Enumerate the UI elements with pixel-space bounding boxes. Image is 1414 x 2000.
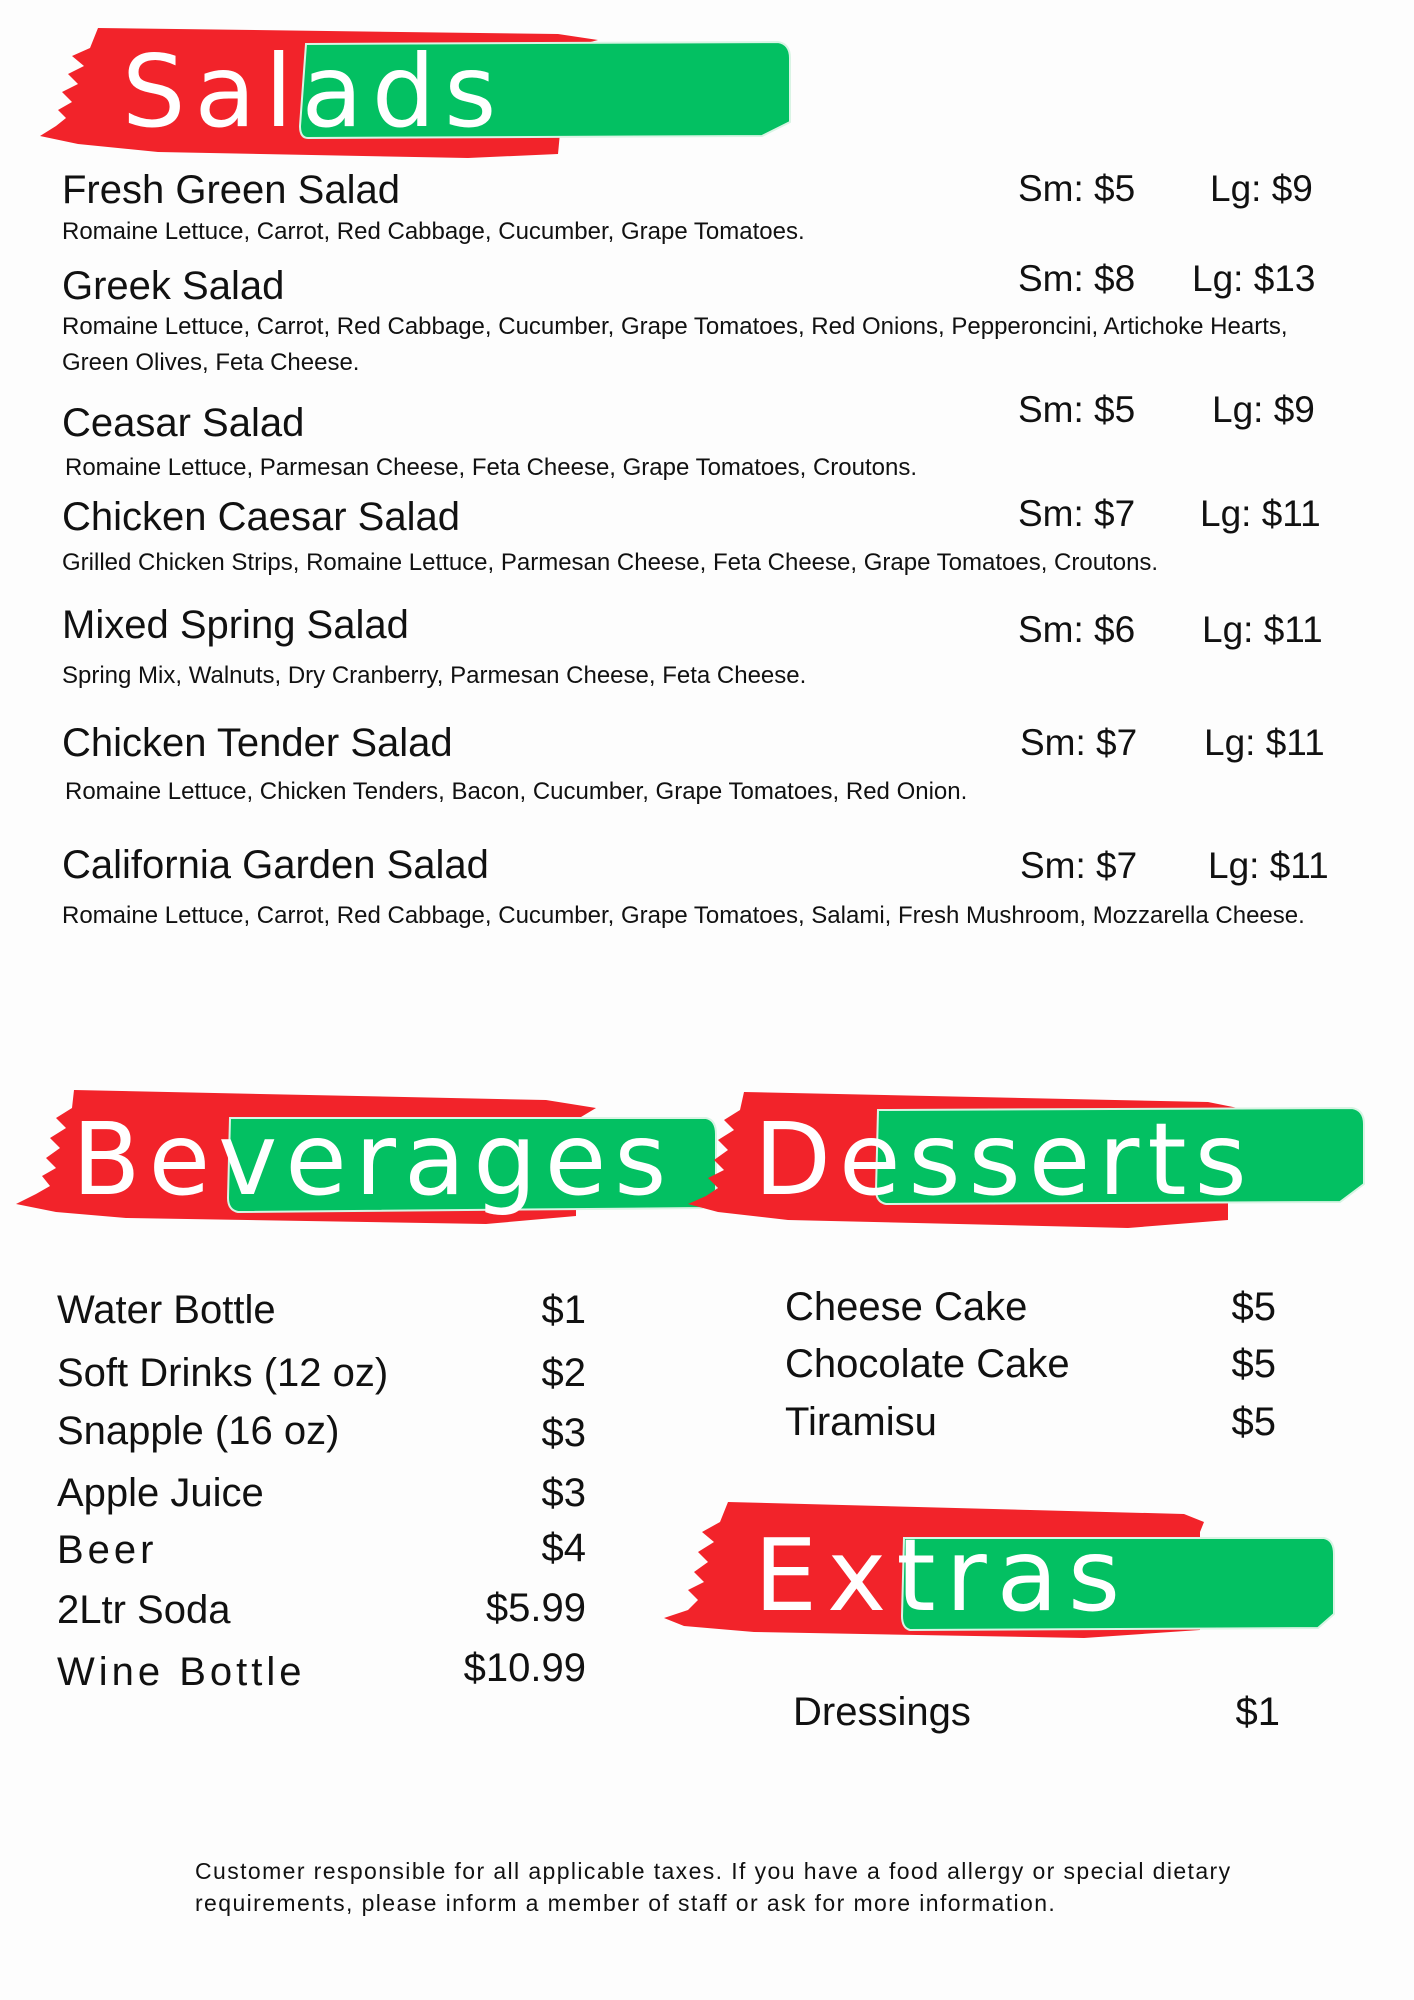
extras-heading: Extras [754,1517,1131,1634]
salads-header [38,26,798,166]
beverage-name: Apple Juice [57,1471,264,1515]
beverage-price: $5.99 [485,1586,586,1630]
dessert-name: Chocolate Cake [785,1342,1070,1386]
salad-small-price: Sm: $7 [1020,845,1138,886]
beverage-name: 2Ltr Soda [57,1588,231,1632]
beverages-heading: Beverages [72,1101,675,1218]
salad-description: Spring Mix, Walnuts, Dry Cranberry, Parmesan Cheese, Feta Cheese. [62,662,807,689]
salads-heading: Salads [122,33,506,150]
salad-description: Romaine Lettuce, Chicken Tenders, Bacon, Cucumber, Grape Tomatoes, Red Onion. [65,778,968,805]
salad-large-price: Lg: $11 [1202,609,1323,650]
salad-name: Fresh Green Salad [62,168,400,212]
salad-large-price: Lg: $9 [1210,168,1313,209]
salad-name: Greek Salad [62,264,285,308]
salad-small-price: Sm: $7 [1018,493,1136,534]
salad-small-price: Sm: $5 [1018,389,1136,430]
beverage-price: $4 [541,1526,586,1570]
salad-name: Chicken Tender Salad [62,721,453,765]
dessert-price: $5 [1231,1400,1276,1444]
dessert-name: Cheese Cake [785,1285,1028,1329]
salad-small-price: Sm: $8 [1018,258,1136,299]
dessert-price: $5 [1231,1285,1276,1329]
salad-description: Romaine Lettuce, Carrot, Red Cabbage, Cucumber, Grape Tomatoes, Red Onions, Pepperoncini, Artichoke Hearts, Green Olives, Feta Cheese. [62,313,1288,376]
extras-header [664,1502,1344,1642]
salad-description: Grilled Chicken Strips, Romaine Lettuce, Parmesan Cheese, Feta Cheese, Grape Tomatoes, Croutons. [62,549,1159,576]
beverage-price: $3 [541,1411,586,1455]
extra-name: Dressings [793,1690,971,1734]
beverage-price: $2 [541,1351,586,1395]
salad-large-price: Lg: $9 [1212,389,1315,430]
salad-name: California Garden Salad [62,843,489,887]
beverages-header [16,1090,716,1230]
desserts-header [688,1092,1368,1232]
salad-small-price: Sm: $6 [1018,609,1136,650]
beverage-name: Soft Drinks (12 oz) [57,1351,389,1395]
salad-description: Romaine Lettuce, Parmesan Cheese, Feta Cheese, Grape Tomatoes, Croutons. [65,454,918,481]
salad-description: Romaine Lettuce, Carrot, Red Cabbage, Cucumber, Grape Tomatoes. [62,218,805,245]
extra-price: $1 [1235,1690,1280,1734]
desserts-heading: Desserts [754,1101,1255,1218]
salad-large-price: Lg: $13 [1192,258,1316,299]
dessert-price: $5 [1231,1342,1276,1386]
salad-large-price: Lg: $11 [1204,722,1325,763]
beverage-name: Wine Bottle [57,1650,306,1694]
beverage-name: Snapple (16 oz) [57,1409,340,1453]
beverage-name: Beer [57,1528,158,1572]
salad-description: Romaine Lettuce, Carrot, Red Cabbage, Cucumber, Grape Tomatoes, Salami, Fresh Mushroom, Mozzarella Cheese. [62,902,1305,929]
beverage-price: $10.99 [463,1646,586,1690]
salad-name: Mixed Spring Salad [62,603,409,647]
salad-name: Chicken Caesar Salad [62,495,460,539]
salad-name: Ceasar Salad [62,401,305,445]
beverage-price: $1 [541,1288,586,1332]
beverage-price: $3 [541,1471,586,1515]
footer-note: Customer responsible for all applicable taxes. If you have a food allergy or special dietary requirements, please inform a member of staff or ask for more information. [195,1858,1232,1916]
salad-small-price: Sm: $7 [1020,722,1138,763]
salad-small-price: Sm: $5 [1018,168,1136,209]
beverage-name: Water Bottle [57,1288,276,1332]
dessert-name: Tiramisu [785,1400,937,1444]
salad-large-price: Lg: $11 [1208,845,1329,886]
salad-large-price: Lg: $11 [1200,493,1321,534]
